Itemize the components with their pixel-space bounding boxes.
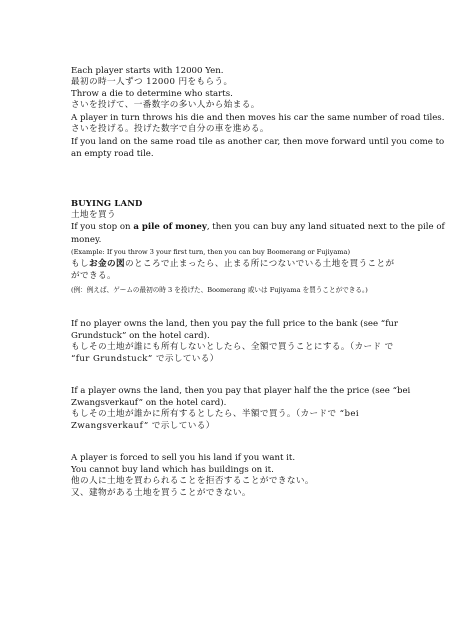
intro-line-6: さいを投げる。投げた数字で自分の車を進める。: [71, 124, 269, 134]
no-owner-jp-2: “fur Grundstuck” で示している）: [71, 354, 219, 364]
owned-jp-1: もしその土地が誰かに所有するとしたら、半額で買う。（カードで “bei: [71, 409, 359, 419]
forced-line-1: A player is forced to sell you his land if you want it.: [71, 453, 296, 463]
no-owner-jp-1: もしその土地が誰にも所有しないとしたら、全額で買うことにする。（カード で: [71, 342, 394, 352]
section-heading-jp: 土地を買う: [71, 210, 116, 220]
buying-jp-a: もし: [71, 259, 89, 269]
buying-text-c: , then you can buy any land situated next to the pile of: [206, 222, 445, 232]
buying-jp-line-2: ができる。: [71, 271, 116, 281]
no-owner-line-1: If no player owns the land, then you pay the full price to the bank (see “fur: [71, 319, 399, 329]
section-heading-en: BUYING LAND: [71, 198, 143, 208]
buying-jp-line-1: [71, 259, 395, 270]
pile-of-money-term: a pile of money: [133, 222, 207, 232]
buying-example-jp: (例：例えば、ゲームの最初の時 3 を投げた、Boomerang 或いは Fujiyama を買うことができる。): [71, 286, 368, 294]
intro-line-7: If you land on the same road tile as another car, then move forward until you come to: [71, 137, 445, 147]
forced-jp-2: 又、建物がある土地を買うことができない。: [71, 488, 251, 498]
intro-line-1: Each player starts with 12000 Yen.: [71, 66, 224, 76]
buying-paragraph-line-2: money.: [71, 235, 102, 245]
intro-line-3: Throw a die to determine who starts.: [71, 89, 233, 99]
owned-jp-2: Zwangsverkauf” で示している）: [71, 421, 215, 431]
money-figure-term: お金の図: [89, 259, 125, 269]
forced-line-2: You cannot buy land which has buildings on it.: [71, 465, 274, 475]
buying-example: (Example: If you throw 3 your first turn, then you can buy Boomerang or Fujiyama): [71, 248, 351, 256]
buying-paragraph-line-1: [71, 222, 445, 233]
owned-line-2: Zwangsverkauf” on the hotel card).: [71, 398, 227, 408]
forced-jp-1: 他の人に土地を買わられることを拒否することができない。: [71, 476, 314, 486]
intro-line-5: A player in turn throws his die and then moves his car the same number of road tiles.: [71, 113, 445, 123]
intro-line-2: 最初の時一人ずつ 12000 円をもらう。: [71, 77, 233, 87]
intro-line-4: さいを投げて、一番数字の多い人から始まる。: [71, 100, 260, 110]
buying-jp-c: のところで止まったら、止まる所につないでいる土地を買うことが: [124, 259, 395, 269]
buying-text-a: If you stop on: [71, 222, 134, 232]
intro-line-8: an empty road tile.: [71, 149, 154, 159]
owned-line-1: If a player owns the land, then you pay that player half the the price (see “bei: [71, 386, 411, 396]
no-owner-line-2: Grundstuck” on the hotel card).: [71, 331, 210, 341]
